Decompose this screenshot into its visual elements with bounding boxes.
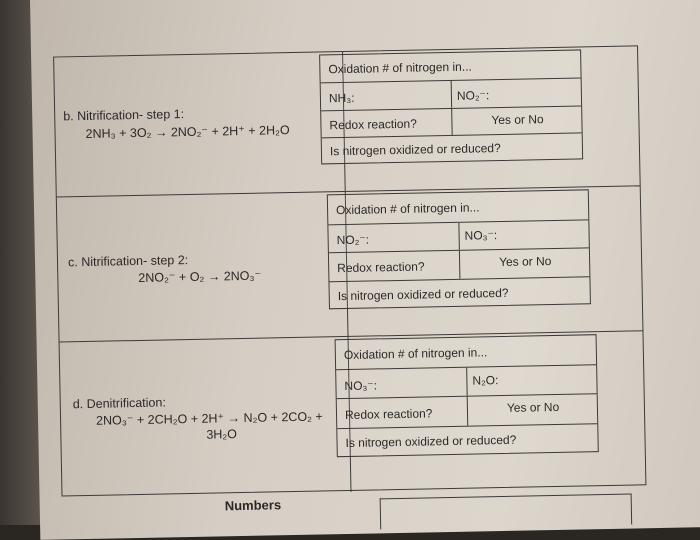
- oxidized-reduced-question: Is nitrogen oxidized or reduced?: [329, 140, 501, 159]
- redox-question: Redox reaction?: [337, 259, 425, 276]
- redox-question: Redox reaction?: [344, 406, 433, 423]
- cell-divider: [466, 368, 468, 396]
- cell-divider: [451, 109, 452, 135]
- row-nitrification-step2: [57, 186, 643, 342]
- species-b-label: NO₃⁻:: [464, 228, 498, 243]
- species-a-label: NH₃:: [328, 90, 355, 106]
- reaction-equation: 2NH₃ + 3O₂ → 2NO₂⁻ + 2H⁺ + 2H₂O: [85, 123, 290, 141]
- oxidation-header: Oxidation # of nitrogen in...: [343, 345, 488, 363]
- oxidized-reduced-row: [322, 133, 582, 163]
- yes-no-answer: Yes or No: [491, 112, 544, 128]
- redox-question: Redox reaction?: [329, 116, 417, 133]
- oxidized-reduced-question: Is nitrogen oxidized or reduced?: [337, 285, 509, 304]
- row-nitrification-step1: [54, 46, 640, 197]
- answer-box: [327, 189, 591, 309]
- oxidized-reduced-question: Is nitrogen oxidized or reduced?: [345, 432, 517, 451]
- row-label: b. Nitrification- step 1:: [63, 107, 185, 124]
- oxidized-reduced-row: [337, 424, 597, 456]
- footer-box: [380, 494, 633, 530]
- cell-divider: [459, 251, 461, 279]
- oxidation-header: Oxidation # of nitrogen in...: [328, 59, 472, 77]
- row-label: d. Denitrification:: [72, 395, 166, 412]
- yes-no-answer: Yes or No: [498, 254, 552, 270]
- reaction-equation: 2NO₂⁻ + O₂ → 2NO₃⁻: [138, 268, 262, 285]
- answer-box: [319, 49, 583, 164]
- row-denitrification: [60, 331, 646, 497]
- species-a-label: NO₃⁻:: [344, 378, 378, 394]
- cell-divider: [467, 397, 469, 426]
- worksheet-table: [53, 45, 646, 496]
- answer-box: [335, 334, 599, 457]
- species-b-label: NO₂⁻:: [456, 88, 490, 103]
- species-a-label: NO₂⁻:: [336, 232, 370, 248]
- cell-divider: [458, 223, 460, 250]
- yes-no-answer: Yes or No: [506, 399, 560, 415]
- row-label: c. Nitrification- step 2:: [67, 253, 189, 270]
- oxidation-header: Oxidation # of nitrogen in...: [335, 200, 480, 218]
- cell-divider: [451, 81, 453, 108]
- reaction-equation-continued: 3H₂O: [206, 427, 238, 442]
- oxidized-reduced-row: [329, 277, 589, 308]
- footer-heading: Numbers: [224, 497, 282, 514]
- worksheet-page: [30, 0, 700, 540]
- species-b-label: N₂O:: [472, 373, 499, 388]
- reaction-equation: 2NO₃⁻ + 2CH₂O + 2H⁺ → N₂O + 2CO₂ +: [95, 409, 323, 428]
